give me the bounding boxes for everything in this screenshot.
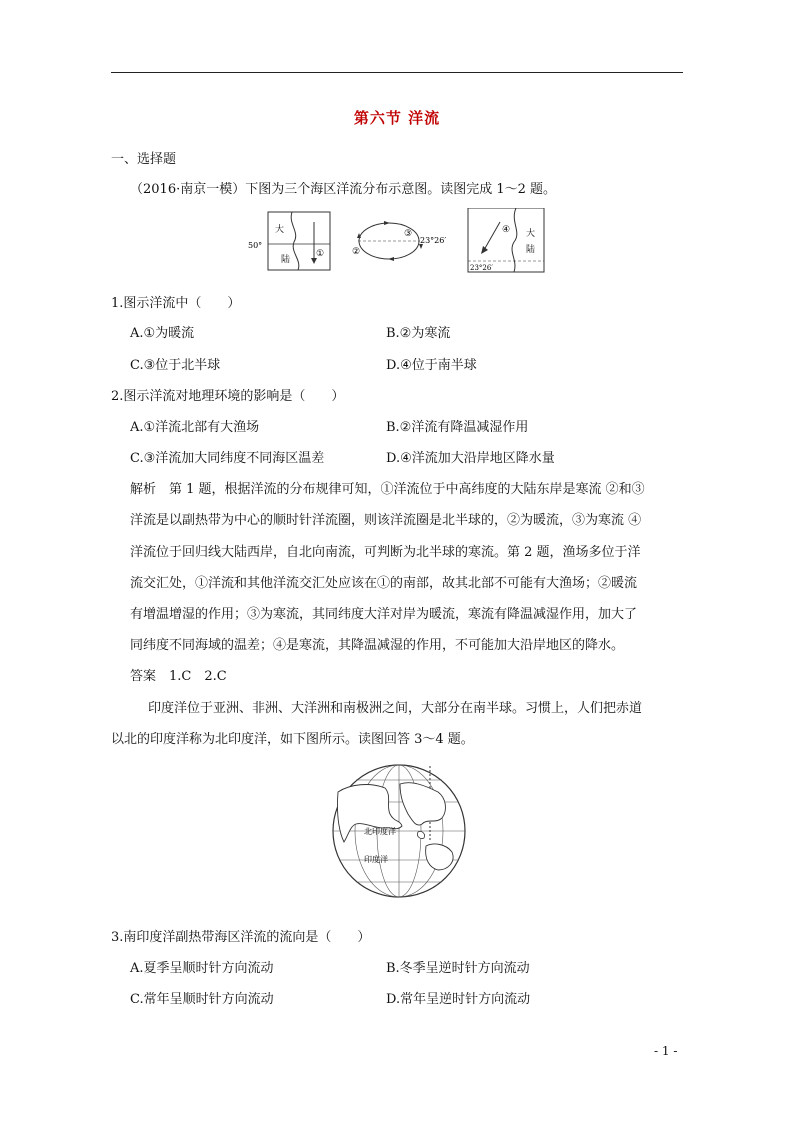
q1-option-b: B.②为寒流: [386, 326, 451, 341]
panel2-lat-label: 23°26′: [420, 236, 447, 245]
analysis-line-1: 解析 第 1 题，根据洋流的分布规律可知，①洋流位于中高纬度的大陆东岸是寒流 ②和③: [130, 482, 645, 497]
analysis-line-2: 洋流是以副热带为中心的顺时针洋流圈，则该洋流圈是北半球的，②为暖流，③为寒流 ④: [130, 513, 642, 528]
intro2-line-2: 以北的印度洋称为北印度洋，如下图所示。读图回答 3～4 题。: [111, 732, 474, 747]
globe-label-south: 印度洋: [364, 855, 388, 864]
panel1-land-top: 大: [275, 225, 285, 235]
q1-option-c: C.③位于北半球: [130, 358, 221, 373]
panel-1: [248, 212, 330, 270]
answer-line: 答案 1.C 2.C: [130, 669, 227, 684]
q3-option-a: A.夏季呈顺时针方向流动: [130, 961, 274, 976]
page-title: 第六节 洋流: [353, 109, 441, 127]
q1-option-d: D.④位于南半球: [386, 358, 477, 373]
panel3-current-label: ④: [502, 225, 511, 235]
analysis-line-5: 有增温增湿的作用；③为寒流，其同纬度大洋对岸为暖流，寒流有降温减湿作用，加大了: [130, 607, 638, 622]
panel2-current-right: ③: [404, 229, 413, 239]
q2-option-c: C.③洋流加大同纬度不同海区温差: [130, 451, 325, 466]
q1-stem: 1.图示洋流中（ ）: [111, 296, 241, 311]
q3-option-b: B.冬季呈逆时针方向流动: [386, 961, 530, 976]
figure-ocean-currents: [248, 208, 548, 276]
panel1-current-label: ①: [316, 249, 325, 259]
panel3-land-bottom: 陆: [526, 245, 536, 255]
analysis-line-4: 流交汇处，①洋流和其他洋流交汇处应该在①的南部，故其北部不可能有大渔场；②暖流: [130, 576, 638, 591]
analysis-line-3: 洋流位于回归线大陆西岸，自北向南流，可判断为北半球的寒流。第 2 题，渔场多位于洋: [130, 545, 641, 560]
analysis-line-6: 同纬度不同海域的温差；④是寒流，其降温减湿的作用，不可能加大沿岸地区的降水。: [130, 638, 625, 653]
intro2-line-1: 印度洋位于亚洲、非洲、大洋洲和南极洲之间，大部分在南半球。习惯上，人们把赤道: [148, 701, 643, 716]
figure-globe-indian-ocean: [330, 762, 468, 900]
q1-option-a: A.①为暖流: [130, 326, 195, 341]
globe-label-north: 北印度洋: [364, 827, 396, 836]
intro-text: （2016·南京一模）下图为三个海区洋流分布示意图。读图完成 1～2 题。: [130, 182, 557, 197]
q2-option-d: D.④洋流加大沿岸地区降水量: [386, 451, 555, 466]
q2-option-a: A.①洋流北部有大渔场: [130, 420, 260, 435]
page-number: - 1 -: [654, 1044, 678, 1058]
q3-option-d: D.常年呈逆时针方向流动: [386, 992, 531, 1007]
q2-stem: 2.图示洋流对地理环境的影响是（ ）: [111, 389, 345, 404]
header-rule: [111, 72, 683, 73]
panel-2: [352, 221, 446, 261]
panel2-current-left: ②: [352, 247, 361, 257]
section-heading: 一、选择题: [111, 152, 177, 167]
panel3-land-top: 大: [526, 229, 536, 239]
panel1-land-bottom: 陆: [281, 255, 291, 265]
panel3-lat-label: 23°26′: [470, 264, 493, 272]
panel1-lat-label: 50°: [248, 241, 263, 250]
q3-stem: 3.南印度洋副热带海区洋流的流向是（ ）: [111, 930, 371, 945]
q2-option-b: B.②洋流有降温减湿作用: [386, 420, 529, 435]
q3-option-c: C.常年呈顺时针方向流动: [130, 992, 274, 1007]
panel-3: [468, 208, 544, 272]
